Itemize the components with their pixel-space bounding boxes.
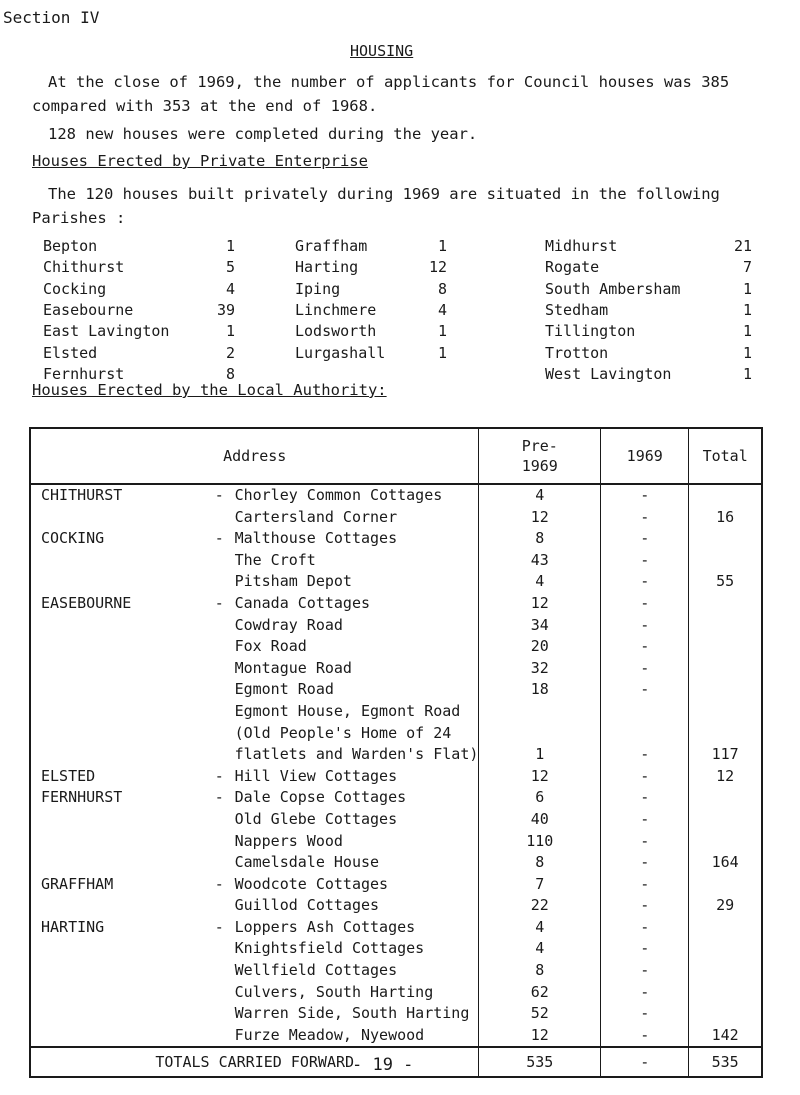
table-row — [30, 701, 762, 723]
row-1969: - — [601, 1003, 689, 1025]
parish-count: 1 — [225, 237, 235, 255]
row-dash — [215, 938, 235, 960]
row-address: Culvers, South Harting — [235, 982, 479, 1004]
header-pre-line1: Pre- — [521, 437, 558, 455]
row-address: Hill View Cottages — [235, 766, 479, 788]
parish-count: 1 — [437, 343, 447, 362]
row-total — [689, 982, 762, 1004]
parish-count: 1 — [437, 237, 447, 255]
row-address: Fox Road — [235, 636, 479, 658]
row-dash — [215, 507, 235, 529]
row-total: 164 — [689, 852, 762, 874]
header-total: Total — [689, 428, 762, 484]
row-parish — [30, 895, 215, 917]
row-1969: - — [601, 615, 689, 637]
row-parish: HARTING — [30, 917, 215, 939]
row-parish — [30, 744, 215, 766]
row-1969 — [601, 723, 689, 745]
row-total — [689, 723, 762, 745]
row-address: Nappers Wood — [235, 831, 479, 853]
table-row — [30, 593, 762, 615]
row-pre-1969: 8 — [479, 852, 601, 874]
row-parish: ELSTED — [30, 766, 215, 788]
row-address: Old Glebe Cottages — [235, 809, 479, 831]
row-address: flatlets and Warden's Flat) — [235, 744, 479, 766]
header-pre-1969 — [479, 428, 601, 484]
row-total: 142 — [689, 1025, 762, 1048]
row-address: Knightsfield Cottages — [235, 938, 479, 960]
row-1969: - — [601, 550, 689, 572]
row-1969: - — [601, 593, 689, 615]
parish-name: West Lavington — [545, 364, 672, 383]
row-total — [689, 787, 762, 809]
row-parish — [30, 701, 215, 723]
table-row — [30, 787, 762, 809]
parish-count: 8 — [225, 364, 235, 383]
parish-name: Elsted — [43, 343, 98, 362]
row-1969: - — [601, 571, 689, 593]
private-enterprise-heading: Houses Erected by Private Enterprise — [32, 152, 368, 170]
header-pre-line2: 1969 — [521, 457, 558, 475]
row-parish — [30, 982, 215, 1004]
row-parish — [30, 679, 215, 701]
table-row — [30, 874, 762, 896]
row-total — [689, 701, 762, 723]
totals-label: TOTALS CARRIED FORWARD — [30, 1047, 479, 1077]
applicants-paragraph: At the close of 1969, the number of applicants for Council houses was 385 compared with 353 at the end of 1968. — [32, 73, 730, 115]
row-parish — [30, 938, 215, 960]
row-1969 — [601, 701, 689, 723]
row-pre-1969: 6 — [479, 787, 601, 809]
row-total: 16 — [689, 507, 762, 529]
row-dash: - — [214, 788, 224, 807]
table-row — [30, 938, 762, 960]
row-1969: - — [601, 982, 689, 1004]
parish-name: South Ambersham — [545, 279, 681, 298]
parish-name: Fernhurst — [43, 364, 125, 383]
row-address: Dale Copse Cottages — [235, 787, 479, 809]
row-1969: - — [601, 766, 689, 788]
row-total — [689, 809, 762, 831]
parish-count: 4 — [225, 279, 235, 298]
row-1969: - — [601, 938, 689, 960]
row-pre-1969: 22 — [479, 895, 601, 917]
row-total: 12 — [689, 766, 762, 788]
parish-name: Graffham — [295, 237, 368, 255]
table-row — [30, 1025, 762, 1048]
parish-count: 39 — [216, 300, 235, 319]
row-pre-1969: 62 — [479, 982, 601, 1004]
row-1969: - — [601, 528, 689, 550]
row-address: Chorley Common Cottages — [235, 484, 479, 507]
row-pre-1969: 12 — [479, 766, 601, 788]
table-row — [30, 852, 762, 874]
row-pre-1969: 8 — [479, 528, 601, 550]
page-number: - 19 - — [352, 1055, 414, 1075]
parish-name: East Lavington — [43, 322, 170, 341]
table-row — [30, 507, 762, 529]
row-total — [689, 615, 762, 637]
header-address: Address — [30, 428, 479, 484]
row-total — [689, 484, 762, 507]
parish-name: Lodsworth — [295, 322, 377, 341]
parish-name: Midhurst — [545, 237, 618, 255]
row-dash: - — [214, 529, 224, 548]
parish-name: Bepton — [43, 237, 98, 255]
parish-count: 8 — [437, 279, 447, 298]
parish-count: 1 — [742, 322, 752, 341]
row-dash — [215, 701, 235, 723]
table-row — [30, 982, 762, 1004]
row-total — [689, 636, 762, 658]
row-parish — [30, 507, 215, 529]
row-dash: - — [214, 593, 224, 612]
row-dash — [215, 658, 235, 680]
private-houses-paragraph: The 120 houses built privately during 1969 are situated in the following Parishes : — [32, 185, 720, 227]
row-parish — [30, 960, 215, 982]
table-row — [30, 658, 762, 680]
row-parish: EASEBOURNE — [30, 593, 215, 615]
row-dash: - — [214, 874, 224, 893]
table-row — [30, 636, 762, 658]
table-row — [30, 895, 762, 917]
parish-count: 21 — [733, 237, 752, 255]
row-address: Egmont Road — [235, 679, 479, 701]
row-parish — [30, 1025, 215, 1048]
parish-count: 1 — [742, 364, 752, 383]
parish-name: Linchmere — [295, 300, 377, 319]
parish-name: Rogate — [545, 258, 600, 277]
row-parish — [30, 1003, 215, 1025]
row-dash — [215, 679, 235, 701]
row-pre-1969: 7 — [479, 874, 601, 896]
table-row — [30, 809, 762, 831]
row-1969: - — [601, 507, 689, 529]
row-address: Montague Road — [235, 658, 479, 680]
row-pre-1969: 34 — [479, 615, 601, 637]
table-row — [30, 571, 762, 593]
table-row — [30, 744, 762, 766]
row-parish: FERNHURST — [30, 787, 215, 809]
local-authority-heading: Houses Erected by the Local Authority: — [32, 381, 387, 399]
row-1969: - — [601, 809, 689, 831]
row-dash — [215, 1003, 235, 1025]
row-pre-1969: 52 — [479, 1003, 601, 1025]
row-address: Pitsham Depot — [235, 571, 479, 593]
completed-paragraph: 128 new houses were completed during the year. — [48, 125, 478, 143]
row-1969: - — [601, 679, 689, 701]
parish-count: 1 — [742, 300, 752, 319]
row-dash: - — [214, 766, 224, 785]
row-total — [689, 874, 762, 896]
row-1969: - — [601, 658, 689, 680]
page-title: HOUSING — [350, 42, 414, 60]
row-1969: - — [601, 895, 689, 917]
row-address: Furze Meadow, Nyewood — [235, 1025, 479, 1048]
row-total — [689, 960, 762, 982]
table-row — [30, 615, 762, 637]
row-parish — [30, 809, 215, 831]
row-dash — [215, 852, 235, 874]
parish-count: 1 — [742, 343, 752, 362]
row-parish: CHITHURST — [30, 484, 215, 507]
row-dash — [215, 571, 235, 593]
parish-name: Easebourne — [43, 300, 134, 319]
row-pre-1969: 12 — [479, 1025, 601, 1048]
row-1969: - — [601, 787, 689, 809]
parish-name: Lurgashall — [295, 343, 386, 362]
row-1969: - — [601, 1025, 689, 1048]
row-dash — [215, 982, 235, 1004]
row-dash — [215, 550, 235, 572]
parish-name: Harting — [295, 258, 359, 277]
row-pre-1969: 18 — [479, 679, 601, 701]
row-dash — [215, 895, 235, 917]
row-parish — [30, 571, 215, 593]
row-pre-1969: 4 — [479, 917, 601, 939]
row-parish — [30, 550, 215, 572]
row-total — [689, 679, 762, 701]
row-parish: GRAFFHAM — [30, 874, 215, 896]
row-address: Egmont House, Egmont Road — [235, 701, 479, 723]
row-dash — [215, 960, 235, 982]
row-dash — [215, 636, 235, 658]
parish-name: Trotton — [545, 343, 609, 362]
row-total — [689, 550, 762, 572]
row-total: 55 — [689, 571, 762, 593]
row-address: The Croft — [235, 550, 479, 572]
row-address: Camelsdale House — [235, 852, 479, 874]
parish-name: Chithurst — [43, 258, 125, 277]
totals-1969: - — [601, 1047, 689, 1077]
row-pre-1969: 43 — [479, 550, 601, 572]
row-dash — [215, 809, 235, 831]
row-address: Guillod Cottages — [235, 895, 479, 917]
row-dash — [215, 744, 235, 766]
row-total — [689, 1003, 762, 1025]
row-pre-1969: 20 — [479, 636, 601, 658]
row-pre-1969: 1 — [479, 744, 601, 766]
row-address: Woodcote Cottages — [235, 874, 479, 896]
row-dash — [215, 831, 235, 853]
row-1969: - — [601, 636, 689, 658]
row-dash — [215, 1025, 235, 1048]
row-parish: COCKING — [30, 528, 215, 550]
row-total — [689, 938, 762, 960]
row-pre-1969: 12 — [479, 593, 601, 615]
row-pre-1969: 110 — [479, 831, 601, 853]
row-total: 117 — [689, 744, 762, 766]
row-pre-1969 — [479, 701, 601, 723]
parish-count: 1 — [225, 322, 235, 341]
row-total — [689, 658, 762, 680]
row-address: Wellfield Cottages — [235, 960, 479, 982]
table-row — [30, 550, 762, 572]
parish-name: Stedham — [545, 300, 609, 319]
row-parish — [30, 615, 215, 637]
row-total — [689, 528, 762, 550]
parish-name: Iping — [295, 279, 341, 298]
row-total — [689, 917, 762, 939]
row-dash — [215, 615, 235, 637]
parish-count: 2 — [225, 343, 235, 362]
table-row — [30, 960, 762, 982]
row-parish — [30, 658, 215, 680]
row-pre-1969: 4 — [479, 484, 601, 507]
parish-count: 12 — [428, 258, 447, 277]
table-row — [30, 679, 762, 701]
row-1969: - — [601, 744, 689, 766]
table-row — [30, 917, 762, 939]
header-1969: 1969 — [601, 428, 689, 484]
parish-count: 7 — [742, 258, 752, 277]
row-1969: - — [601, 960, 689, 982]
row-pre-1969: 8 — [479, 960, 601, 982]
row-parish — [30, 852, 215, 874]
row-1969: - — [601, 874, 689, 896]
totals-pre-1969: 535 — [479, 1047, 601, 1077]
row-address: Canada Cottages — [235, 593, 479, 615]
parish-name: Tillington — [545, 322, 636, 341]
section-label: Section IV — [3, 8, 100, 27]
parish-count: 5 — [225, 258, 235, 277]
row-address: Cartersland Corner — [235, 507, 479, 529]
row-parish — [30, 831, 215, 853]
table-row — [30, 528, 762, 550]
row-parish — [30, 723, 215, 745]
table-row — [30, 766, 762, 788]
table-row — [30, 723, 762, 745]
housing-table — [29, 427, 763, 1078]
row-total: 29 — [689, 895, 762, 917]
row-pre-1969: 32 — [479, 658, 601, 680]
row-pre-1969: 4 — [479, 571, 601, 593]
row-1969: - — [601, 831, 689, 853]
row-address: (Old People's Home of 24 — [235, 723, 479, 745]
parish-name: Cocking — [43, 279, 107, 298]
parish-count: 4 — [437, 300, 447, 319]
row-address: Malthouse Cottages — [235, 528, 479, 550]
table-row — [30, 1003, 762, 1025]
row-pre-1969: 4 — [479, 938, 601, 960]
row-1969: - — [601, 484, 689, 507]
row-pre-1969: 40 — [479, 809, 601, 831]
parish-count: 1 — [742, 279, 752, 298]
row-pre-1969 — [479, 723, 601, 745]
row-1969: - — [601, 917, 689, 939]
row-pre-1969: 12 — [479, 507, 601, 529]
row-total — [689, 593, 762, 615]
row-dash: - — [214, 486, 224, 504]
row-total — [689, 831, 762, 853]
row-address: Loppers Ash Cottages — [235, 917, 479, 939]
totals-total: 535 — [689, 1047, 762, 1077]
row-address: Cowdray Road — [235, 615, 479, 637]
table-row — [30, 831, 762, 853]
row-parish — [30, 636, 215, 658]
row-1969: - — [601, 852, 689, 874]
table-row — [30, 484, 762, 507]
row-dash — [215, 723, 235, 745]
row-dash: - — [214, 917, 224, 936]
row-address: Warren Side, South Harting — [235, 1003, 479, 1025]
parish-count: 1 — [437, 322, 447, 341]
